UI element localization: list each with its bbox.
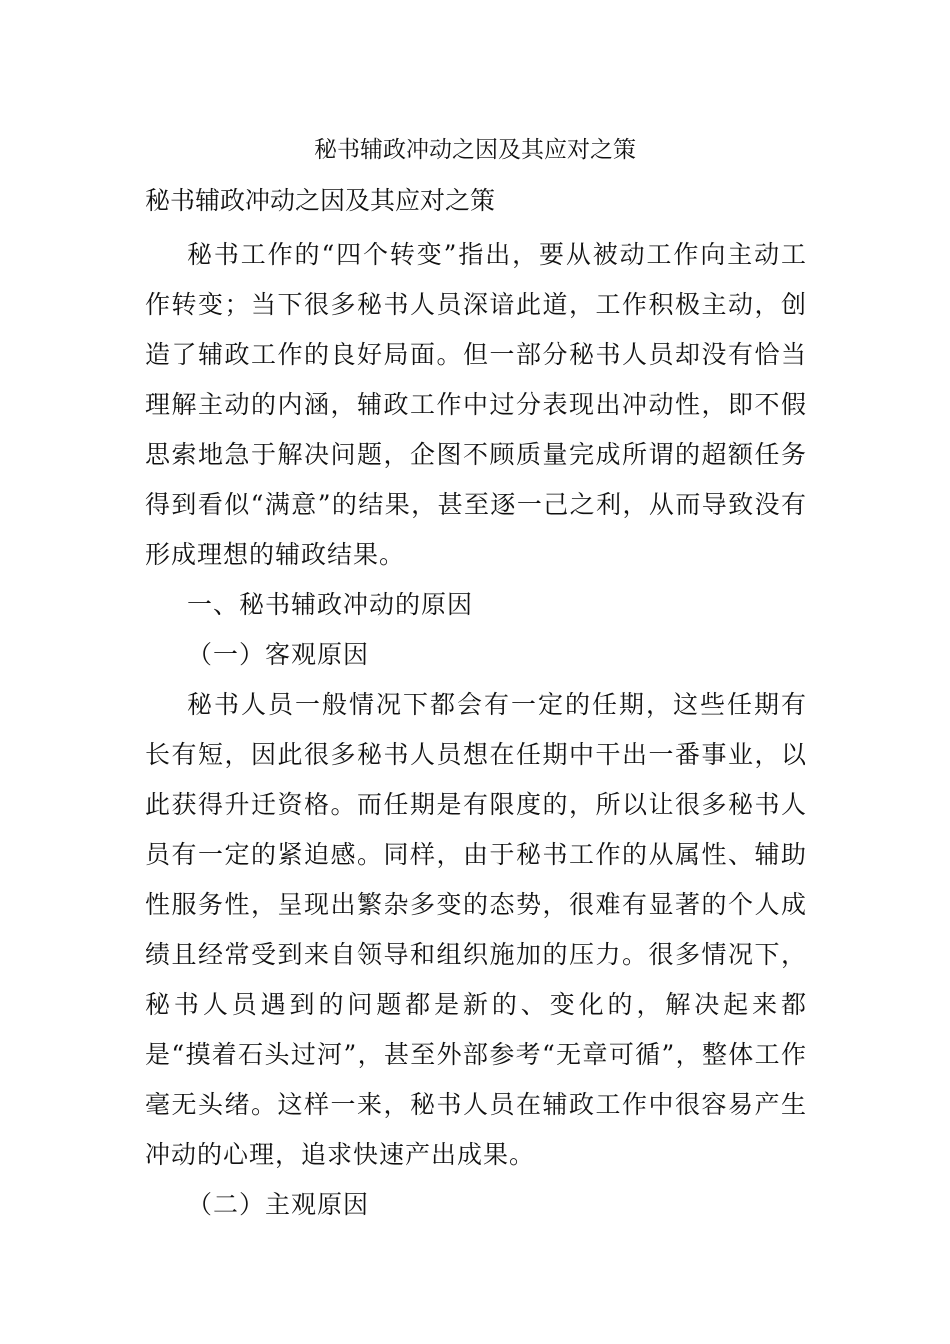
document-title: 秘书辅政冲动之因及其应对之策 xyxy=(314,137,636,163)
section-heading-1: 一、秘书辅政冲动的原因 xyxy=(187,590,474,619)
subsection-heading-subjective: （二）主观原因 xyxy=(187,1190,370,1219)
subsection-heading-objective: （一）客观原因 xyxy=(187,640,370,669)
paragraph-objective: 秘书人员一般情况下都会有一定的任期，这些任期有长有短，因此很多秘书人员想在任期中干出一番事业，以此获得升迁资格。而任期是有限度的，所以让很多秘书人员有一定的紧迫感。同样，由于秘书工作的从属性、辅助性服务性，呈现出繁杂多变的态势，很难有显著的个人成绩且经常受到来自领导和组织施加的压力。很多情况下，秘书人员遇到的问题都是新的、变化的，解决起来都是“摸着石头过河”，甚至外部参考“无章可循”，整体工作毫无头绪。这样一来，秘书人员在辅政工作中很容易产生冲动的心理，追求快速产出成果。 xyxy=(145,690,807,1169)
paragraph-intro: 秘书工作的“四个转变”指出，要从被动工作向主动工作转变；当下很多秘书人员深谙此道，工作积极主动，创造了辅政工作的良好局面。但一部分秘书人员却没有恰当理解主动的内涵，辅政工作中过分表现出冲动性，即不假思索地急于解决问题，企图不顾质量完成所谓的超额任务得到看似“满意”的结果，甚至逐一己之利，从而导致没有形成理想的辅政结果。 xyxy=(145,240,807,569)
document-subtitle: 秘书辅政冲动之因及其应对之策 xyxy=(145,186,496,215)
document-body xyxy=(145,180,807,1230)
